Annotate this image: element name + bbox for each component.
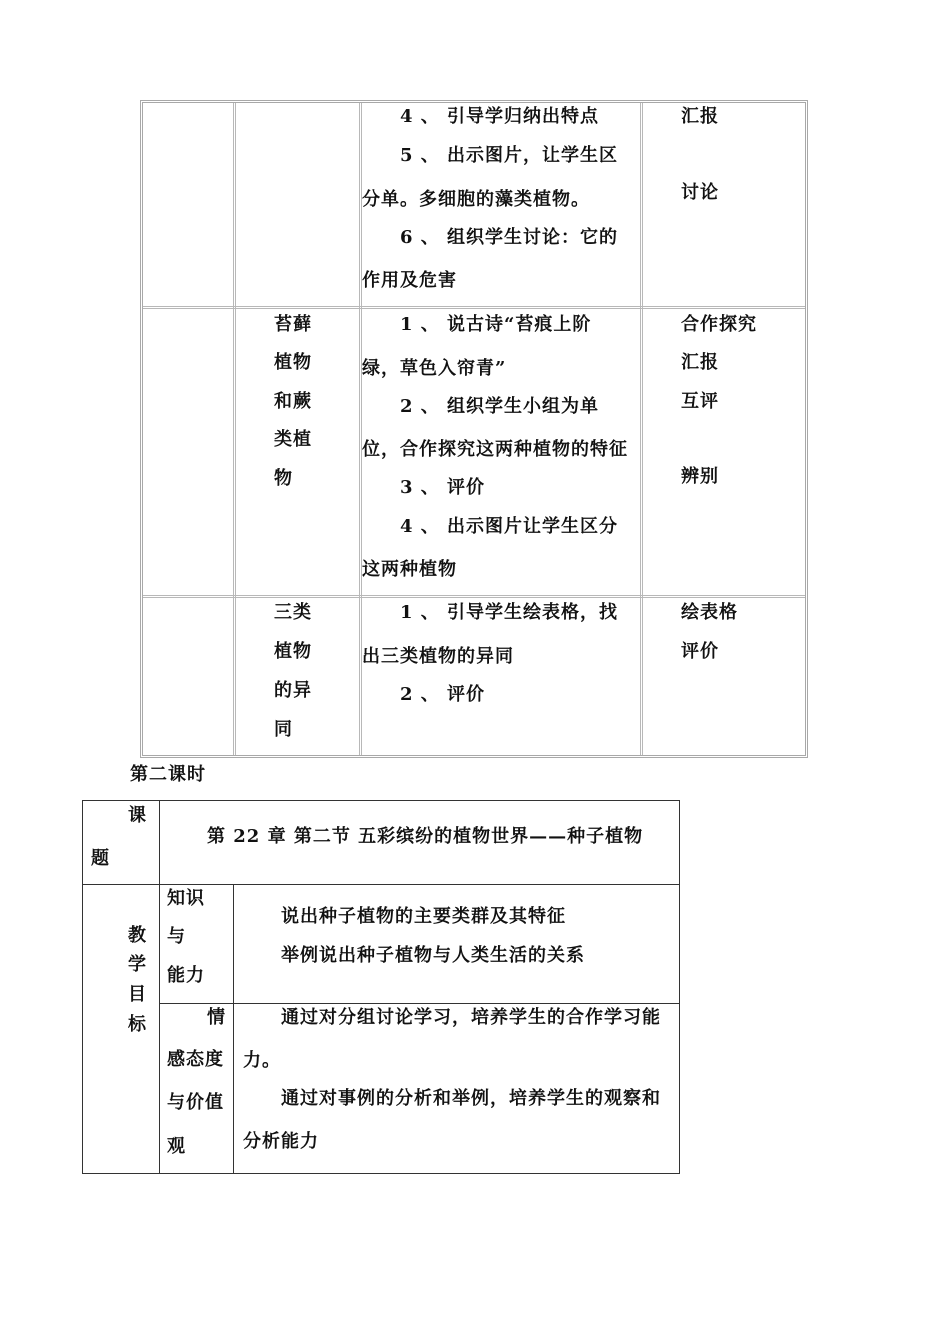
step-line: 4 、 引导学归纳出特点 — [400, 106, 600, 127]
emotion-label: 情 — [207, 1007, 226, 1028]
lesson-plan-table — [82, 800, 680, 1174]
step-line: 4 、 出示图片让学生区分 — [400, 516, 619, 537]
topic-line: 的异 — [274, 680, 312, 701]
activity-label: 评价 — [681, 641, 719, 662]
knowledge-label: 知识 — [167, 888, 205, 909]
step-line: 1 、 引导学生绘表格，找 — [400, 602, 619, 623]
step-line: 3 、 评价 — [400, 477, 486, 498]
table-divider — [233, 884, 234, 1174]
topic-line: 类植 — [274, 429, 312, 450]
step-line: 绿，草色入帘青” — [362, 358, 507, 379]
step-line: 5 、 出示图片，让学生区 — [400, 145, 619, 166]
activity-label: 绘表格 — [681, 602, 738, 623]
activity-label: 合作探究 — [681, 314, 757, 335]
topic-line: 植物 — [274, 352, 312, 373]
topic-label: 题 — [91, 848, 110, 869]
activity-label: 讨论 — [681, 182, 719, 203]
activity-label: 互评 — [681, 391, 719, 412]
step-line: 分单。多细胞的藻类植物。 — [362, 189, 590, 210]
goal-label: 学 — [128, 954, 147, 975]
activity-label: 汇报 — [681, 106, 719, 127]
topic-line: 物 — [274, 468, 293, 489]
activity-label: 汇报 — [681, 352, 719, 373]
step-line: 这两种植物 — [362, 559, 457, 580]
table-row-divider — [82, 884, 680, 885]
step-line: 出三类植物的异同 — [362, 646, 514, 667]
emotion-label: 感态度 — [167, 1049, 224, 1070]
step-line: 作用及危害 — [362, 270, 457, 291]
emotion-label: 与价值 — [167, 1092, 224, 1113]
emotion-label: 观 — [167, 1136, 186, 1157]
goal-label: 标 — [128, 1014, 147, 1035]
emotion-line: 力。 — [243, 1050, 281, 1071]
goal-label: 目 — [128, 984, 147, 1005]
lesson-title: 第 22 章 第二节 五彩缤纷的植物世界——种子植物 — [207, 826, 644, 847]
activity-label: 辨别 — [681, 466, 719, 487]
step-line: 2 、 组织学生小组为单 — [400, 396, 600, 417]
table-divider — [233, 103, 236, 755]
step-line: 1 、 说古诗“苔痕上阶 — [400, 314, 592, 335]
emotion-line: 通过对分组讨论学习，培养学生的合作学习能 — [281, 1007, 661, 1028]
step-line: 位，合作探究这两种植物的特征 — [362, 439, 628, 460]
knowledge-item: 举例说出种子植物与人类生活的关系 — [281, 945, 585, 966]
knowledge-item: 说出种子植物的主要类群及其特征 — [281, 906, 566, 927]
table-divider — [159, 884, 160, 1174]
step-line: 6 、 组织学生讨论：它的 — [400, 227, 619, 248]
knowledge-label: 与 — [167, 926, 186, 947]
emotion-line: 通过对事例的分析和举例，培养学生的观察和 — [281, 1088, 661, 1109]
topic-line: 苔藓 — [274, 314, 312, 335]
table-row-divider — [159, 1003, 680, 1004]
topic-line: 植物 — [274, 641, 312, 662]
table-row-divider — [143, 595, 805, 598]
table-divider — [640, 103, 643, 755]
section-label: 第二课时 — [130, 764, 206, 785]
topic-label: 课 — [128, 805, 147, 826]
emotion-line: 分析能力 — [243, 1131, 319, 1152]
table-divider — [159, 800, 160, 885]
step-line: 2 、 评价 — [400, 684, 486, 705]
knowledge-label: 能力 — [167, 965, 205, 986]
topic-line: 同 — [274, 719, 293, 740]
goal-label: 教 — [128, 925, 147, 946]
table-row-divider — [143, 306, 805, 309]
topic-line: 和蕨 — [274, 391, 312, 412]
topic-line: 三类 — [274, 602, 312, 623]
